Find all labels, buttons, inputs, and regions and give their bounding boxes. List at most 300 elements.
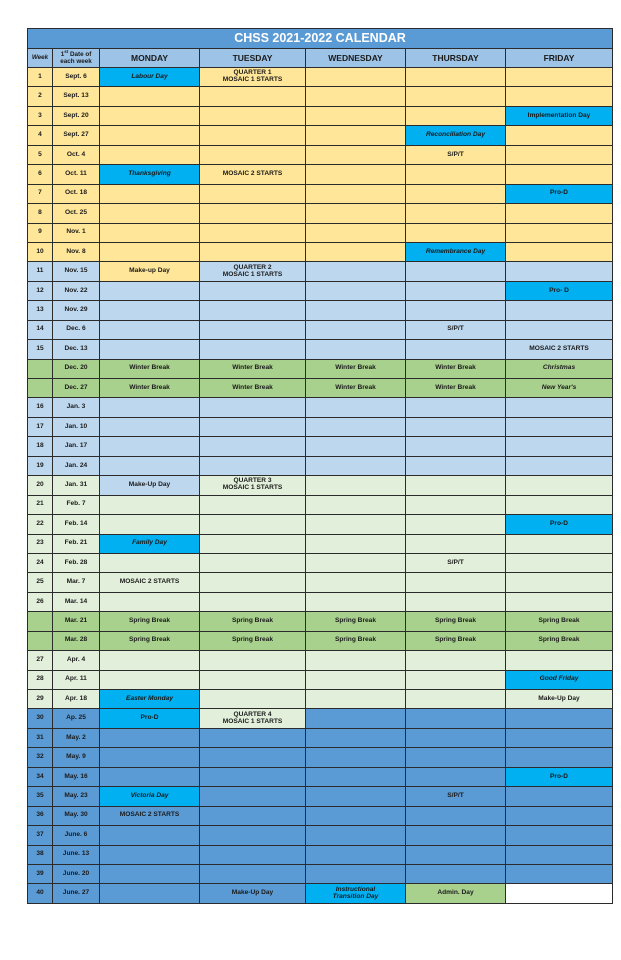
friday-cell <box>506 884 613 903</box>
thursday-cell <box>406 476 506 495</box>
friday-cell <box>506 476 613 495</box>
week-row <box>28 690 613 709</box>
week-number-cell: 1 <box>28 68 53 87</box>
monday-cell: MOSAIC 2 STARTS <box>100 806 200 825</box>
friday-header: FRIDAY <box>506 49 613 68</box>
week-number-cell <box>28 359 53 378</box>
wednesday-cell <box>306 320 406 339</box>
week-row <box>28 281 613 300</box>
week-date-cell: May. 9 <box>53 748 100 767</box>
week-date-cell: Nov. 1 <box>53 223 100 242</box>
friday-cell <box>506 592 613 611</box>
week-row <box>28 864 613 883</box>
friday-cell <box>506 204 613 223</box>
week-number-cell <box>28 612 53 631</box>
monday-cell <box>100 728 200 747</box>
thursday-cell <box>406 184 506 203</box>
monday-cell: Winter Break <box>100 359 200 378</box>
title-row <box>28 29 613 49</box>
monday-cell <box>100 242 200 261</box>
wednesday-cell <box>306 864 406 883</box>
week-row <box>28 515 613 534</box>
monday-cell <box>100 145 200 164</box>
calendar-body <box>28 68 613 904</box>
monday-cell: Make-Up Day <box>100 476 200 495</box>
tuesday-cell: QUARTER 2 MOSAIC 1 STARTS <box>200 262 306 281</box>
friday-cell <box>506 223 613 242</box>
week-date-cell: Nov. 22 <box>53 281 100 300</box>
week-date-cell: Apr. 18 <box>53 690 100 709</box>
friday-cell <box>506 806 613 825</box>
monday-cell: Easter Monday <box>100 690 200 709</box>
week-row <box>28 398 613 417</box>
week-row <box>28 145 613 164</box>
wednesday-cell <box>306 573 406 592</box>
tuesday-cell: QUARTER 4 MOSAIC 1 STARTS <box>200 709 306 728</box>
week-row <box>28 767 613 786</box>
tuesday-cell <box>200 748 306 767</box>
wednesday-cell <box>306 68 406 87</box>
week-date-cell: Jan. 3 <box>53 398 100 417</box>
friday-cell <box>506 573 613 592</box>
week-date-cell: June. 13 <box>53 845 100 864</box>
week-number-cell: 25 <box>28 573 53 592</box>
monday-cell: Make-up Day <box>100 262 200 281</box>
week-date-cell: Sept. 20 <box>53 106 100 125</box>
week-number-cell: 19 <box>28 456 53 475</box>
thursday-cell: S/P/T <box>406 145 506 164</box>
tuesday-cell <box>200 242 306 261</box>
calendar-table <box>27 28 613 904</box>
week-row <box>28 612 613 631</box>
week-row <box>28 806 613 825</box>
monday-cell <box>100 553 200 572</box>
tuesday-cell <box>200 670 306 689</box>
week-date-cell: Oct. 18 <box>53 184 100 203</box>
week-number-cell: 7 <box>28 184 53 203</box>
friday-cell: Spring Break <box>506 631 613 650</box>
week-date-cell: June. 27 <box>53 884 100 903</box>
week-number-cell: 26 <box>28 592 53 611</box>
week-date-cell: Jan. 17 <box>53 437 100 456</box>
friday-cell <box>506 534 613 553</box>
thursday-cell: Spring Break <box>406 631 506 650</box>
friday-cell <box>506 651 613 670</box>
wednesday-cell <box>306 242 406 261</box>
monday-cell <box>100 281 200 300</box>
week-row <box>28 126 613 145</box>
week-number-cell <box>28 379 53 398</box>
thursday-cell <box>406 340 506 359</box>
friday-cell <box>506 68 613 87</box>
thursday-cell <box>406 456 506 475</box>
week-row <box>28 534 613 553</box>
thursday-cell: Spring Break <box>406 612 506 631</box>
monday-cell <box>100 767 200 786</box>
tuesday-cell <box>200 320 306 339</box>
wednesday-cell <box>306 165 406 184</box>
week-date-cell: Oct. 25 <box>53 204 100 223</box>
monday-cell: Thanksgiving <box>100 165 200 184</box>
friday-cell <box>506 709 613 728</box>
week-row <box>28 748 613 767</box>
tuesday-cell <box>200 87 306 106</box>
wednesday-cell <box>306 145 406 164</box>
monday-cell <box>100 670 200 689</box>
tuesday-cell <box>200 690 306 709</box>
wednesday-cell <box>306 592 406 611</box>
friday-cell <box>506 145 613 164</box>
monday-cell <box>100 748 200 767</box>
week-date-cell: Mar. 21 <box>53 612 100 631</box>
tuesday-cell <box>200 728 306 747</box>
thursday-cell <box>406 398 506 417</box>
wednesday-cell <box>306 281 406 300</box>
thursday-cell: Admin. Day <box>406 884 506 903</box>
wednesday-cell <box>306 204 406 223</box>
tuesday-cell: Make-Up Day <box>200 884 306 903</box>
thursday-cell <box>406 87 506 106</box>
wednesday-cell <box>306 223 406 242</box>
week-number-cell: 31 <box>28 728 53 747</box>
tuesday-cell <box>200 456 306 475</box>
thursday-cell <box>406 826 506 845</box>
week-row <box>28 456 613 475</box>
tuesday-cell: Spring Break <box>200 631 306 650</box>
friday-cell <box>506 242 613 261</box>
tuesday-cell: Winter Break <box>200 359 306 378</box>
monday-cell: MOSAIC 2 STARTS <box>100 573 200 592</box>
monday-cell: Spring Break <box>100 631 200 650</box>
week-row <box>28 68 613 87</box>
wednesday-cell <box>306 456 406 475</box>
wednesday-cell <box>306 748 406 767</box>
tuesday-cell <box>200 515 306 534</box>
thursday-cell <box>406 806 506 825</box>
tuesday-cell: Spring Break <box>200 612 306 631</box>
week-number-cell: 32 <box>28 748 53 767</box>
tuesday-cell <box>200 787 306 806</box>
tuesday-cell <box>200 553 306 572</box>
monday-cell: Spring Break <box>100 612 200 631</box>
wednesday-cell <box>306 398 406 417</box>
monday-cell <box>100 845 200 864</box>
tuesday-cell <box>200 437 306 456</box>
friday-cell <box>506 728 613 747</box>
friday-cell <box>506 301 613 320</box>
friday-cell <box>506 87 613 106</box>
week-row <box>28 87 613 106</box>
wednesday-cell <box>306 340 406 359</box>
friday-cell: Make-Up Day <box>506 690 613 709</box>
monday-cell <box>100 515 200 534</box>
thursday-cell <box>406 670 506 689</box>
tuesday-cell: MOSAIC 2 STARTS <box>200 165 306 184</box>
wednesday-cell <box>306 690 406 709</box>
tuesday-cell <box>200 223 306 242</box>
week-number-cell: 21 <box>28 495 53 514</box>
friday-cell: Spring Break <box>506 612 613 631</box>
wednesday-cell <box>306 651 406 670</box>
friday-cell <box>506 456 613 475</box>
week-row <box>28 184 613 203</box>
thursday-cell <box>406 592 506 611</box>
week-header: Week <box>28 49 53 68</box>
monday-cell <box>100 126 200 145</box>
monday-cell <box>100 320 200 339</box>
monday-cell: Pro-D <box>100 709 200 728</box>
monday-cell <box>100 495 200 514</box>
week-row <box>28 320 613 339</box>
thursday-cell <box>406 204 506 223</box>
monday-cell <box>100 884 200 903</box>
week-date-cell: Oct. 11 <box>53 165 100 184</box>
thursday-cell: Reconciliation Day <box>406 126 506 145</box>
week-row <box>28 301 613 320</box>
wednesday-cell <box>306 476 406 495</box>
wednesday-cell <box>306 87 406 106</box>
week-row <box>28 262 613 281</box>
monday-cell <box>100 826 200 845</box>
week-number-cell: 10 <box>28 242 53 261</box>
thursday-cell <box>406 495 506 514</box>
monday-cell <box>100 106 200 125</box>
week-date-cell: May. 30 <box>53 806 100 825</box>
week-date-cell: Oct. 4 <box>53 145 100 164</box>
week-date-cell: May. 2 <box>53 728 100 747</box>
week-date-cell: Feb. 21 <box>53 534 100 553</box>
friday-cell: Good Friday <box>506 670 613 689</box>
week-date-cell: Jan. 10 <box>53 417 100 436</box>
tuesday-cell <box>200 145 306 164</box>
monday-cell <box>100 204 200 223</box>
week-row <box>28 826 613 845</box>
tuesday-cell: QUARTER 3 MOSAIC 1 STARTS <box>200 476 306 495</box>
thursday-cell: S/P/T <box>406 320 506 339</box>
week-date-cell: Mar. 14 <box>53 592 100 611</box>
week-date-cell: Apr. 11 <box>53 670 100 689</box>
friday-cell <box>506 787 613 806</box>
friday-cell <box>506 126 613 145</box>
week-date-cell: Sept. 27 <box>53 126 100 145</box>
wednesday-cell <box>306 787 406 806</box>
week-number-cell: 35 <box>28 787 53 806</box>
tuesday-cell <box>200 281 306 300</box>
monday-cell: Labour Day <box>100 68 200 87</box>
week-row <box>28 631 613 650</box>
week-row <box>28 340 613 359</box>
thursday-cell <box>406 515 506 534</box>
week-number-cell: 30 <box>28 709 53 728</box>
thursday-cell <box>406 165 506 184</box>
friday-cell: Christmas <box>506 359 613 378</box>
week-date-cell: Feb. 28 <box>53 553 100 572</box>
tuesday-cell: Winter Break <box>200 379 306 398</box>
friday-cell <box>506 417 613 436</box>
week-number-cell: 18 <box>28 437 53 456</box>
tuesday-cell <box>200 534 306 553</box>
week-number-cell: 9 <box>28 223 53 242</box>
week-date-cell: Mar. 28 <box>53 631 100 650</box>
week-number-cell: 39 <box>28 864 53 883</box>
tuesday-cell <box>200 301 306 320</box>
week-row <box>28 728 613 747</box>
tuesday-cell <box>200 495 306 514</box>
week-number-cell: 24 <box>28 553 53 572</box>
thursday-cell <box>406 573 506 592</box>
tuesday-header: TUESDAY <box>200 49 306 68</box>
monday-cell <box>100 437 200 456</box>
week-date-cell: Dec. 20 <box>53 359 100 378</box>
wednesday-cell <box>306 806 406 825</box>
week-row <box>28 417 613 436</box>
week-date-cell: Feb. 14 <box>53 515 100 534</box>
thursday-cell <box>406 223 506 242</box>
week-date-cell: May. 16 <box>53 767 100 786</box>
week-row <box>28 592 613 611</box>
tuesday-cell <box>200 767 306 786</box>
wednesday-cell: Winter Break <box>306 359 406 378</box>
thursday-cell: Winter Break <box>406 379 506 398</box>
monday-cell <box>100 864 200 883</box>
tuesday-cell <box>200 204 306 223</box>
thursday-cell <box>406 68 506 87</box>
week-date-cell: Apr. 4 <box>53 651 100 670</box>
week-row <box>28 670 613 689</box>
thursday-cell <box>406 437 506 456</box>
week-number-cell: 20 <box>28 476 53 495</box>
tuesday-cell <box>200 845 306 864</box>
friday-cell: Pro- D <box>506 281 613 300</box>
friday-cell <box>506 748 613 767</box>
friday-cell <box>506 398 613 417</box>
wednesday-cell <box>306 826 406 845</box>
thursday-cell: Remembrance Day <box>406 242 506 261</box>
friday-cell <box>506 845 613 864</box>
monday-cell <box>100 417 200 436</box>
week-row <box>28 884 613 903</box>
week-number-cell: 17 <box>28 417 53 436</box>
week-number-cell: 36 <box>28 806 53 825</box>
wednesday-cell: Winter Break <box>306 379 406 398</box>
friday-cell: Pro-D <box>506 184 613 203</box>
thursday-cell <box>406 651 506 670</box>
week-row <box>28 359 613 378</box>
week-number-cell: 27 <box>28 651 53 670</box>
tuesday-cell <box>200 126 306 145</box>
wednesday-cell <box>306 262 406 281</box>
thursday-cell: S/P/T <box>406 787 506 806</box>
week-number-cell: 23 <box>28 534 53 553</box>
monday-cell <box>100 398 200 417</box>
tuesday-cell <box>200 398 306 417</box>
friday-cell: Pro-D <box>506 767 613 786</box>
week-date-cell: Jan. 31 <box>53 476 100 495</box>
wednesday-cell <box>306 301 406 320</box>
week-number-cell: 15 <box>28 340 53 359</box>
wednesday-cell <box>306 709 406 728</box>
thursday-cell <box>406 106 506 125</box>
thursday-cell <box>406 728 506 747</box>
tuesday-cell <box>200 184 306 203</box>
week-date-cell: Sept. 13 <box>53 87 100 106</box>
week-row <box>28 495 613 514</box>
monday-header: MONDAY <box>100 49 200 68</box>
thursday-cell: Winter Break <box>406 359 506 378</box>
monday-cell: Winter Break <box>100 379 200 398</box>
wednesday-cell: Instructional Transition Day <box>306 884 406 903</box>
wednesday-cell <box>306 184 406 203</box>
wednesday-cell <box>306 515 406 534</box>
monday-cell <box>100 651 200 670</box>
week-number-cell: 40 <box>28 884 53 903</box>
tuesday-cell: QUARTER 1 MOSAIC 1 STARTS <box>200 68 306 87</box>
calendar-title: CHSS 2021-2022 CALENDAR <box>28 29 613 49</box>
monday-cell <box>100 340 200 359</box>
friday-cell: New Year's <box>506 379 613 398</box>
tuesday-cell <box>200 826 306 845</box>
thursday-cell <box>406 690 506 709</box>
week-date-cell: June. 20 <box>53 864 100 883</box>
wednesday-cell <box>306 553 406 572</box>
monday-cell <box>100 184 200 203</box>
week-number-cell: 5 <box>28 145 53 164</box>
week-row <box>28 651 613 670</box>
wednesday-cell <box>306 437 406 456</box>
week-row <box>28 437 613 456</box>
thursday-header: THURSDAY <box>406 49 506 68</box>
monday-cell <box>100 592 200 611</box>
monday-cell: Family Day <box>100 534 200 553</box>
week-number-cell: 37 <box>28 826 53 845</box>
week-row <box>28 709 613 728</box>
wednesday-cell <box>306 670 406 689</box>
monday-cell <box>100 87 200 106</box>
week-date-cell: Sept. 6 <box>53 68 100 87</box>
wednesday-cell <box>306 845 406 864</box>
week-row <box>28 845 613 864</box>
tuesday-cell <box>200 592 306 611</box>
wednesday-cell <box>306 534 406 553</box>
thursday-cell <box>406 534 506 553</box>
friday-cell <box>506 320 613 339</box>
week-number-cell: 2 <box>28 87 53 106</box>
week-number-cell: 22 <box>28 515 53 534</box>
week-row <box>28 106 613 125</box>
week-row <box>28 787 613 806</box>
date-header: 1st Date of each week <box>53 49 100 68</box>
tuesday-cell <box>200 864 306 883</box>
week-number-cell: 16 <box>28 398 53 417</box>
wednesday-cell <box>306 495 406 514</box>
week-date-cell: Dec. 13 <box>53 340 100 359</box>
monday-cell <box>100 223 200 242</box>
week-date-cell: May. 23 <box>53 787 100 806</box>
week-number-cell <box>28 631 53 650</box>
week-row <box>28 573 613 592</box>
week-date-cell: Nov. 29 <box>53 301 100 320</box>
week-number-cell: 11 <box>28 262 53 281</box>
wednesday-cell <box>306 126 406 145</box>
week-number-cell: 3 <box>28 106 53 125</box>
week-row <box>28 165 613 184</box>
week-date-cell: Dec. 27 <box>53 379 100 398</box>
week-date-cell: Dec. 6 <box>53 320 100 339</box>
week-date-cell: Feb. 7 <box>53 495 100 514</box>
monday-cell <box>100 456 200 475</box>
week-date-cell: Ap. 25 <box>53 709 100 728</box>
week-number-cell: 6 <box>28 165 53 184</box>
